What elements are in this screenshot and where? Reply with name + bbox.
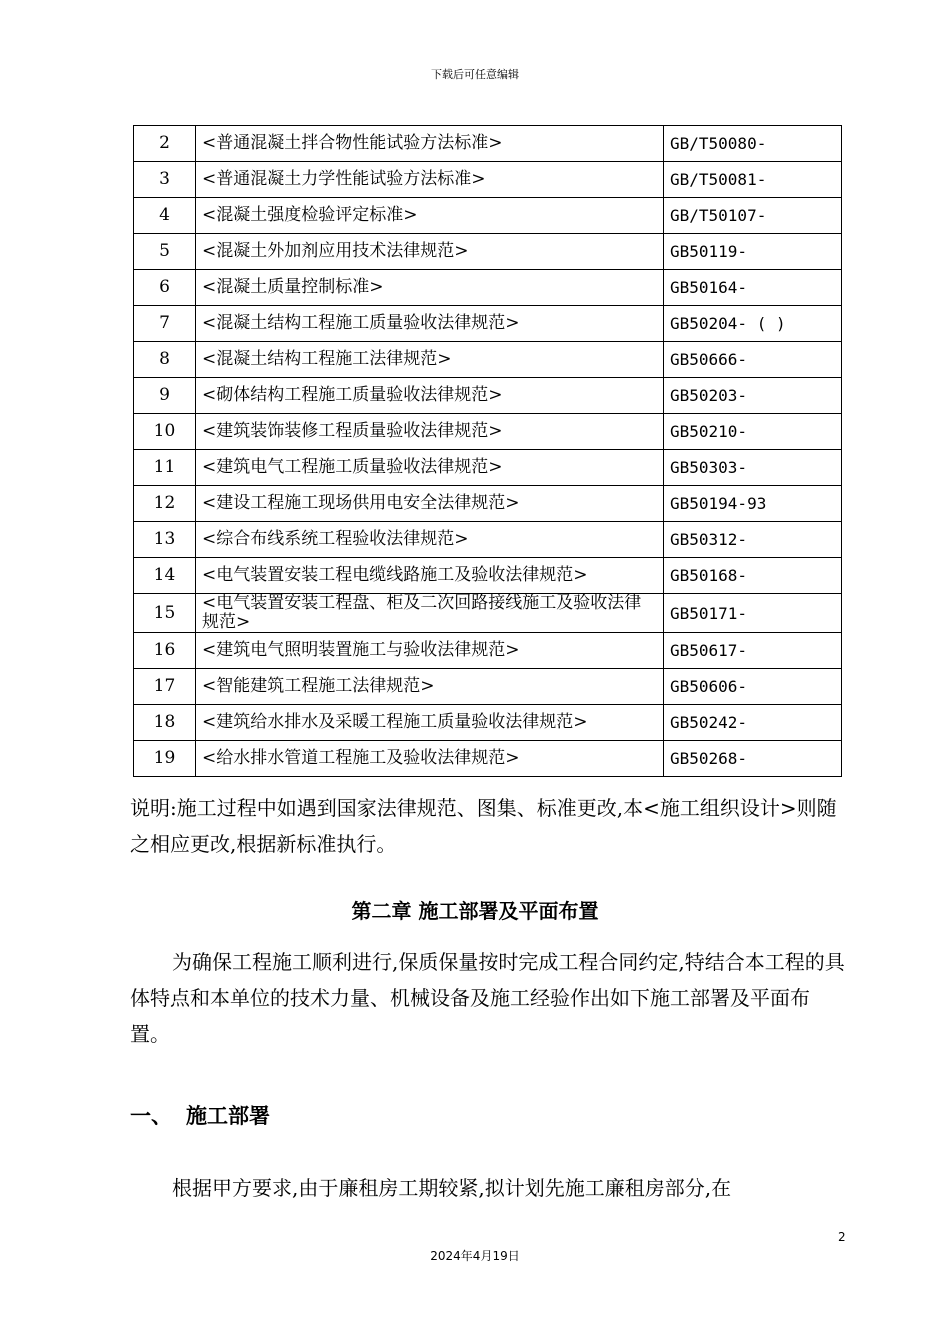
chapter-title: 第二章 施工部署及平面布置 [351,899,599,923]
standard-name: <智能建筑工程施工法律规范> [196,669,664,705]
row-number: 4 [134,198,196,234]
row-number: 11 [134,450,196,486]
table-row [134,198,842,234]
standard-name: <混凝土强度检验评定标准> [196,198,664,234]
standard-name: <建筑电气工程施工质量验收法律规范> [196,450,664,486]
row-number: 13 [134,522,196,558]
row-number: 3 [134,162,196,198]
row-number: 14 [134,558,196,594]
section-number: 一、 [130,1104,172,1128]
table-row [134,522,842,558]
intro-paragraph: 为确保工程施工顺利进行,保质保量按时完成工程合同约定,特结合本工程的具体特点和本单位的技术力量、机械设备及施工经验作出如下施工部署及平面布置。 [130,950,845,1046]
row-number: 8 [134,342,196,378]
table-row [134,378,842,414]
page-header: 下载后可任意编辑 [431,68,519,81]
standard-name: <混凝土外加剂应用技术法律规范> [196,234,664,270]
standard-code: GB50119- [664,234,842,270]
row-number: 9 [134,378,196,414]
standard-code: GB50164- [664,270,842,306]
row-number: 6 [134,270,196,306]
table-row [134,741,842,777]
standard-name: <普通混凝土力学性能试验方法标准> [196,162,664,198]
standard-code: GB/T50080- [664,126,842,162]
standard-code: GB50204- ( ) [664,306,842,342]
table-row [134,594,842,633]
standard-name: <电气装置安装工程电缆线路施工及验收法律规范> [196,558,664,594]
standard-code: GB50617- [664,633,842,669]
standard-code: GB50171- [664,594,842,633]
standard-code: GB50210- [664,414,842,450]
standard-name: <混凝土质量控制标准> [196,270,664,306]
row-number: 18 [134,705,196,741]
standard-code: GB50203- [664,378,842,414]
standard-code: GB50242- [664,705,842,741]
standard-code: GB50194-93 [664,486,842,522]
standard-code: GB50312- [664,522,842,558]
standard-code: GB/T50107- [664,198,842,234]
section-title: 施工部署 [186,1104,270,1128]
standard-code: GB50268- [664,741,842,777]
standard-code: GB/T50081- [664,162,842,198]
page-number: 2 [838,1230,846,1244]
table-row [134,669,842,705]
note-paragraph: 说明:施工过程中如遇到国家法律规范、图集、标准更改,本<施工组织设计>则随之相应更改,根据新标准执行。 [130,796,837,856]
section-heading [130,1100,270,1130]
footer-date: 2024年4月19日 [430,1249,520,1263]
row-number: 17 [134,669,196,705]
table-row [134,234,842,270]
standard-code: GB50303- [664,450,842,486]
standard-name: <给水排水管道工程施工及验收法律规范> [196,741,664,777]
standard-name: <电气装置安装工程盘、柜及二次回路接线施工及验收法律规范> [196,594,664,633]
table-row [134,414,842,450]
standards-table [133,125,842,777]
table-row [134,306,842,342]
row-number: 12 [134,486,196,522]
standard-code: GB50168- [664,558,842,594]
table-row [134,558,842,594]
table-row [134,633,842,669]
standard-name: <普通混凝土拌合物性能试验方法标准> [196,126,664,162]
standard-name: <混凝土结构工程施工法律规范> [196,342,664,378]
standard-name: <砌体结构工程施工质量验收法律规范> [196,378,664,414]
row-number: 19 [134,741,196,777]
standard-code: GB50606- [664,669,842,705]
table-row [134,486,842,522]
standard-name: <建筑电气照明装置施工与验收法律规范> [196,633,664,669]
row-number: 7 [134,306,196,342]
table-row [134,126,842,162]
standard-code: GB50666- [664,342,842,378]
row-number: 16 [134,633,196,669]
table-row [134,162,842,198]
row-number: 2 [134,126,196,162]
standard-name: <建筑给水排水及采暖工程施工质量验收法律规范> [196,705,664,741]
standard-name: <建设工程施工现场供用电安全法律规范> [196,486,664,522]
table-row [134,450,842,486]
row-number: 10 [134,414,196,450]
row-number: 15 [134,594,196,633]
body-paragraph: 根据甲方要求,由于廉租房工期较紧,拟计划先施工廉租房部分,在 [172,1176,732,1200]
standard-name: <综合布线系统工程验收法律规范> [196,522,664,558]
table-row [134,705,842,741]
standard-name: <建筑装饰装修工程质量验收法律规范> [196,414,664,450]
table-row [134,270,842,306]
row-number: 5 [134,234,196,270]
standard-name: <混凝土结构工程施工质量验收法律规范> [196,306,664,342]
table-row [134,342,842,378]
